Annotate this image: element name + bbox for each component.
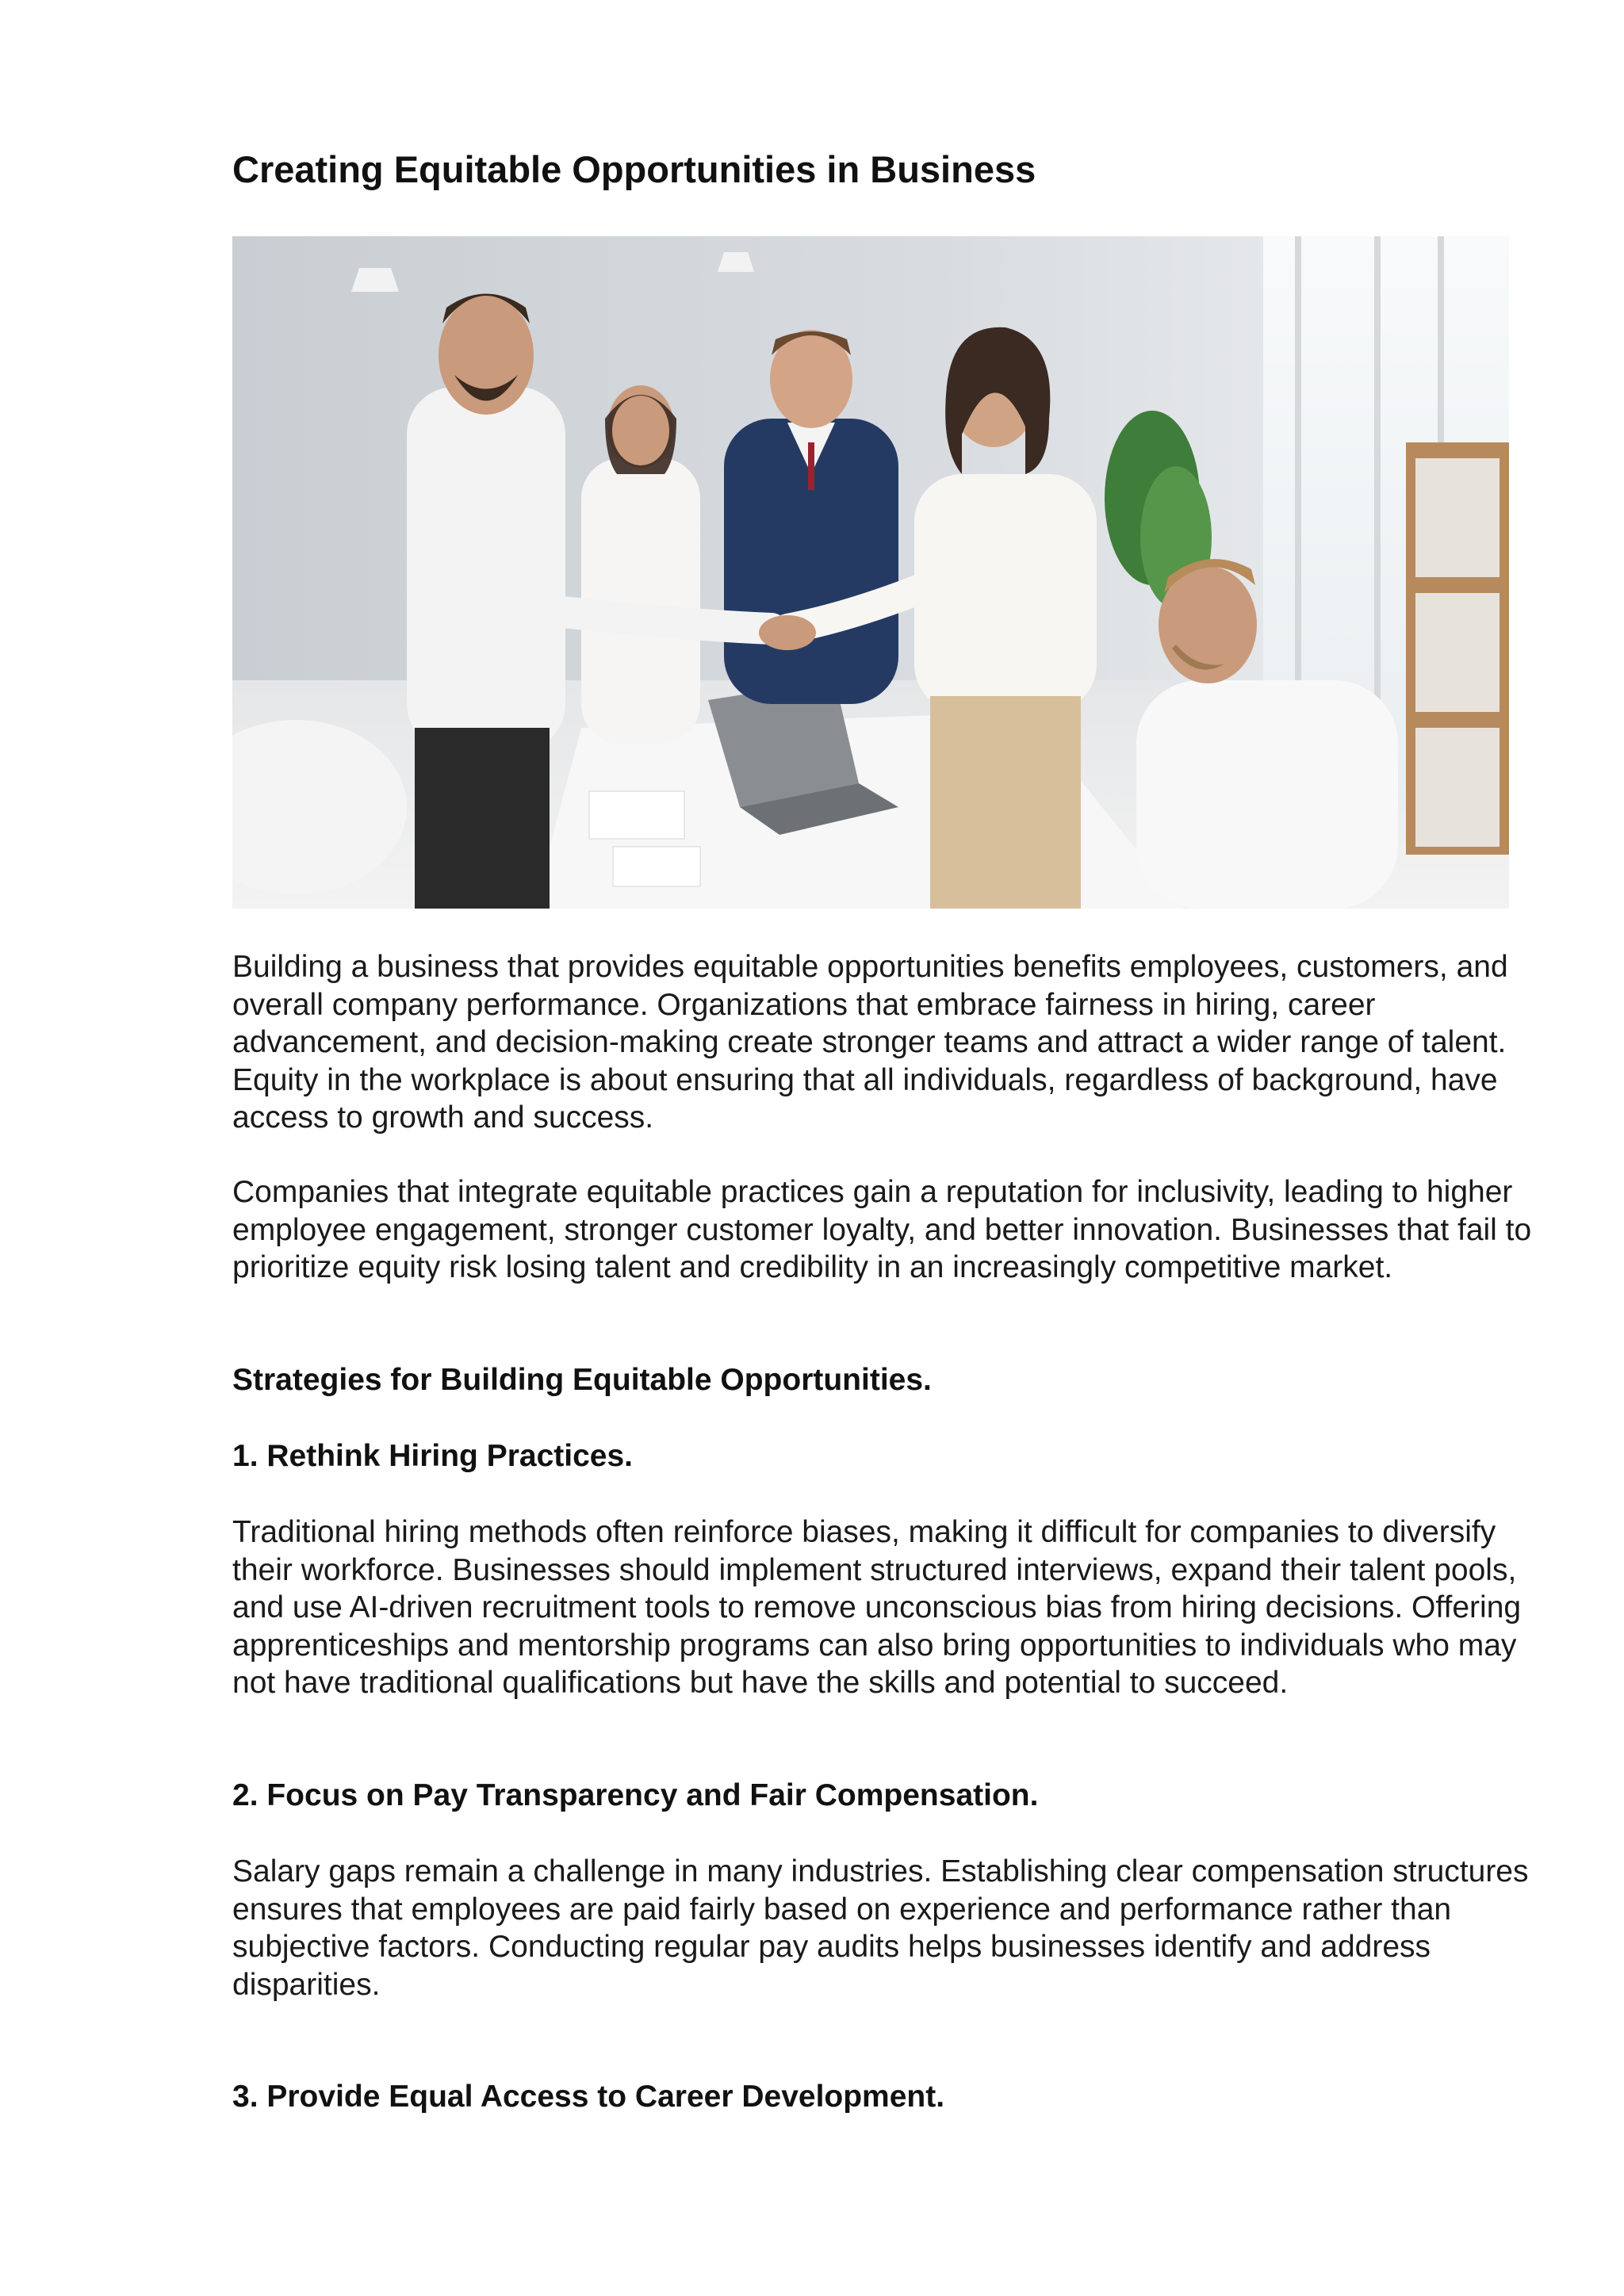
- subheading-pay-transparency: 2. Focus on Pay Transparency and Fair Compensation.: [232, 1778, 1039, 1812]
- hero-image: [232, 236, 1509, 909]
- hiring-paragraph: Traditional hiring methods often reinforce biases, making it difficult for companies to diversify their workforce. Businesses should implement structured interviews, expand their talent pools, and use AI-driven recruitment tools to remove unconscious bias from hiring decisions. Offering apprenticeships and mentorship programs can also bring opportunities to individuals who may not have traditional qualifications but have the skills and potential to succeed.: [232, 1515, 1522, 1700]
- section-heading-strategies: Strategies for Building Equitable Opportunities.: [232, 1363, 932, 1397]
- benefits-paragraph: Companies that integrate equitable practices gain a reputation for inclusivity, leading to higher employee engagement, stronger customer loyalty, and better innovation. Businesses that fail to prioritize equity risk losing talent and credibility in an increasingly competitive market.: [232, 1175, 1532, 1284]
- subheading-career-development: 3. Provide Equal Access to Career Development.: [232, 2080, 945, 2114]
- intro-paragraph: Building a business that provides equitable opportunities benefits employees, customers, and overall company performance. Organizations that embrace fairness in hiring, career advancement, and decision-making create stronger teams and attract a wider range of talent. Equity in the workplace is about ensuring that all individuals, regardless of background, have access to growth and success.: [232, 950, 1508, 1135]
- page-title: Creating Equitable Opportunities in Business: [232, 148, 1036, 190]
- pay-paragraph: Salary gaps remain a challenge in many industries. Establishing clear compensation structures ensures that employees are paid fairly based on experience and performance rather than subjective factors. Conducting regular pay audits helps businesses identify and address disparities.: [232, 1854, 1529, 2002]
- subheading-hiring: 1. Rethink Hiring Practices.: [232, 1439, 634, 1473]
